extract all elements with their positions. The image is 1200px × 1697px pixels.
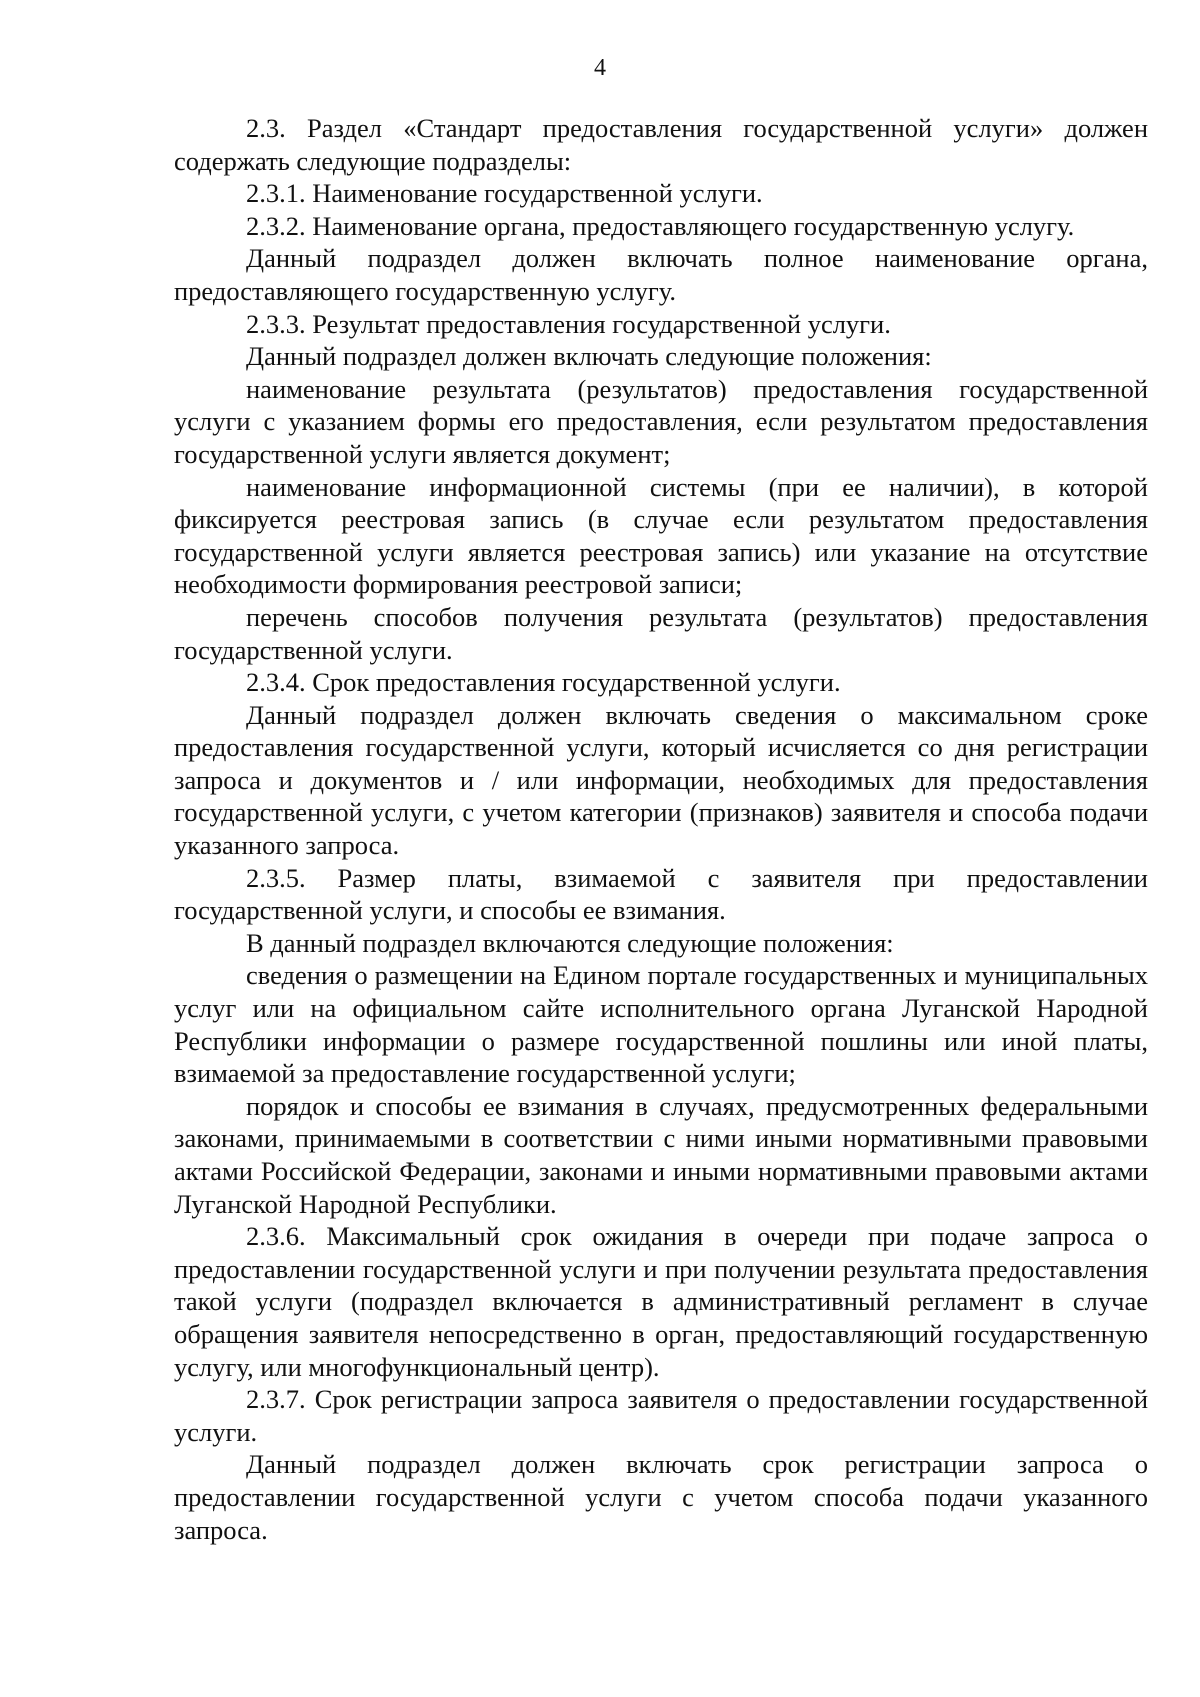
paragraph-2-3-1: 2.3.1. Наименование государственной услуги.	[246, 178, 763, 209]
paragraph-2-3-3-item-2: наименование информационной системы (при ее наличии), в которой фиксируется реестровая запись (в случае если результатом предоставления государственной услуги является реестровая запись) или указание на отсутствие необходимости формирования реестровой записи;	[174, 471, 1148, 600]
document-body	[174, 112, 1148, 1546]
paragraph-2-3-6: 2.3.6. Максимальный срок ожидания в очереди при подаче запроса о предоставлении государственной услуги и при получении результата предоставления такой услуги (подраздел включается в административный регламент в случае обращения заявителя непосредственно в орган, предоставляющий государственную услугу, или многофункциональный центр).	[174, 1221, 1148, 1382]
paragraph-2-3-3-item-1: наименование результата (результатов) предоставления государственной услуги с указанием формы его предоставления, если результатом предоставления государственной услуги является документ;	[174, 373, 1148, 469]
paragraph-2-3-5-intro: В данный подраздел включаются следующие положения:	[246, 927, 894, 958]
paragraph-2-3-4: 2.3.4. Срок предоставления государственной услуги.	[246, 667, 841, 698]
paragraph-2-3-3-item-3: перечень способов получения результата (результатов) предоставления государственной услуги.	[174, 601, 1148, 665]
paragraph-2-3: 2.3. Раздел «Стандарт предоставления государственной услуги» должен содержать следующие подразделы:	[174, 113, 1148, 176]
paragraph-2-3-5-item-2: порядок и способы ее взимания в случаях, предусмотренных федеральными законами, принимаемыми в соответствии с ними иными нормативными правовыми актами Российской Федерации, законами и иными нормативными правовыми актами Луганской Народной Республики.	[174, 1090, 1148, 1219]
paragraph-2-3-4-body: Данный подраздел должен включать сведения о максимальном сроке предоставления государственной услуги, который исчисляется со дня регистрации запроса и документов и / или информации, необходимых для предоставления государственной услуги, с учетом категории (признаков) заявителя и способа подачи указанного запроса.	[174, 699, 1148, 861]
paragraph-2-3-3-intro: Данный подраздел должен включать следующие положения:	[246, 341, 932, 372]
paragraph-2-3-3: 2.3.3. Результат предоставления государственной услуги.	[246, 308, 891, 339]
page-number: 4	[594, 55, 606, 81]
paragraph-2-3-5-item-1: сведения о размещении на Едином портале государственных и муниципальных услуг или на официальном сайте исполнительного органа Луганской Народной Республики информации о размере государственной пошлины или иной платы, взимаемой за предоставление государственной услуги;	[174, 960, 1148, 1089]
paragraph-2-3-2-body: Данный подраздел должен включать полное наименование органа, предоставляющего государственную услугу.	[174, 243, 1148, 306]
paragraph-2-3-2: 2.3.2. Наименование органа, предоставляющего государственную услугу.	[246, 210, 1075, 241]
paragraph-2-3-7-body: Данный подраздел должен включать срок регистрации запроса о предоставлении государственной услуги с учетом способа подачи указанного запроса.	[174, 1449, 1148, 1545]
paragraph-2-3-5: 2.3.5. Размер платы, взимаемой с заявителя при предоставлении государственной услуги, и способы ее взимания.	[174, 862, 1148, 926]
paragraph-2-3-7: 2.3.7. Срок регистрации запроса заявителя о предоставлении государственной услуги.	[174, 1384, 1148, 1447]
